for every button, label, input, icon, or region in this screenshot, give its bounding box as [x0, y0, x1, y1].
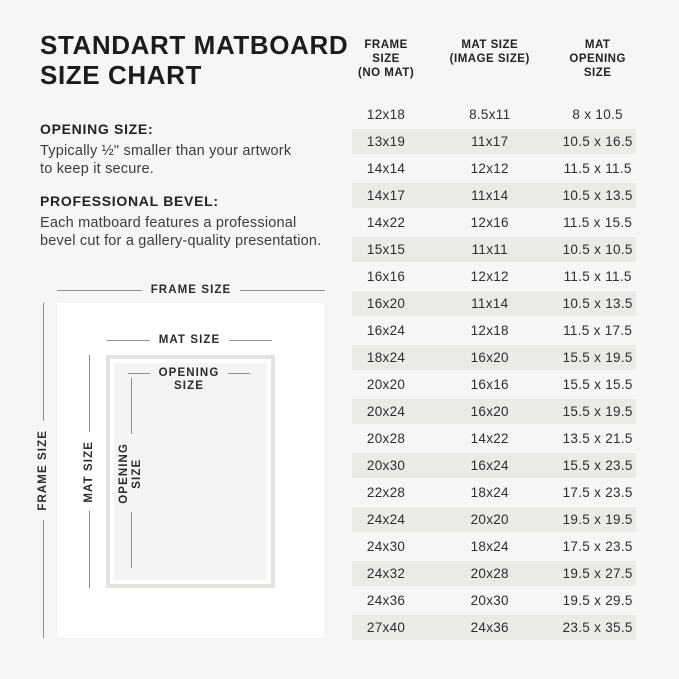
table-cell: 11.5 x 11.5	[563, 161, 632, 176]
table-cell: 16x24	[470, 458, 509, 473]
dimension-line	[228, 373, 250, 374]
dimension-line	[89, 511, 90, 588]
header-line: FRAME SIZE	[364, 39, 408, 65]
table-row	[352, 588, 636, 613]
table-row	[352, 480, 636, 505]
size-table-header	[352, 30, 636, 80]
table-row	[352, 102, 636, 127]
size-table	[352, 30, 636, 642]
dimension-line	[107, 340, 150, 341]
table-cell: 24x24	[366, 512, 406, 527]
table-row	[352, 399, 636, 424]
table-cell: 16x20	[366, 296, 406, 311]
table-cell: 27x40	[366, 620, 406, 635]
table-cell: 24x36	[470, 620, 509, 635]
table-cell: 12x16	[470, 215, 509, 230]
table-cell: 17.5 x 23.5	[562, 485, 633, 500]
table-row	[352, 372, 636, 397]
table-cell: 18x24	[470, 539, 509, 554]
mat-size-label: MAT SIZE	[158, 334, 221, 346]
table-cell: 11x14	[471, 188, 509, 203]
table-cell: 10.5 x 16.5	[562, 134, 633, 149]
opening-size-horizontal-dimension	[128, 367, 250, 393]
professional-bevel-text-line2: bevel cut for a gallery-quality presentation.	[40, 233, 322, 249]
column-header-mat-size	[420, 38, 559, 80]
page-title-line2: SIZE CHART	[40, 60, 202, 91]
dimension-line	[89, 355, 90, 432]
table-cell: 16x20	[470, 350, 509, 365]
table-cell: 20x30	[366, 458, 406, 473]
table-cell: 11.5 x 11.5	[563, 269, 632, 284]
table-cell: 11x17	[471, 134, 509, 149]
table-cell: 13x19	[366, 134, 406, 149]
table-cell: 19.5 x 19.5	[562, 512, 633, 527]
table-cell: 20x28	[470, 566, 509, 581]
table-cell: 15.5 x 23.5	[562, 458, 633, 473]
table-cell: 19.5 x 29.5	[562, 593, 633, 608]
table-row	[352, 507, 636, 532]
table-cell: 10.5 x 10.5	[562, 242, 633, 257]
mat-size-vertical-dimension	[83, 355, 96, 588]
table-cell: 18x24	[470, 485, 509, 500]
header-line: MAT SIZE	[461, 39, 519, 51]
table-cell: 18x24	[366, 350, 406, 365]
table-cell: 16x16	[366, 269, 406, 284]
frame-size-label: FRAME SIZE	[150, 284, 232, 296]
table-row	[352, 156, 636, 181]
table-row	[352, 453, 636, 478]
table-cell: 12x12	[470, 269, 509, 284]
header-line: SIZE	[583, 67, 612, 79]
frame-size-vertical-dimension	[36, 303, 50, 638]
page-title-line1: STANDART MATBOARD	[40, 30, 349, 60]
table-cell: 20x20	[366, 377, 406, 392]
dimension-line	[240, 290, 325, 291]
table-cell: 16x20	[470, 404, 509, 419]
opening-size-label-vertical-line2: SIZE	[131, 458, 143, 488]
table-cell: 14x17	[366, 188, 406, 203]
page-title	[40, 30, 350, 90]
frame-size-horizontal-dimension	[57, 284, 325, 297]
table-cell: 10.5 x 13.5	[562, 296, 633, 311]
table-cell: 20x28	[366, 431, 406, 446]
table-cell: 20x20	[470, 512, 509, 527]
table-cell: 15x15	[366, 242, 406, 257]
opening-size-section	[40, 121, 358, 178]
table-cell: 12x18	[366, 107, 406, 122]
dimension-line	[57, 290, 142, 291]
table-cell: 8.5x11	[469, 107, 511, 122]
table-cell: 22x28	[366, 485, 406, 500]
opening-size-vertical-dimension	[117, 378, 145, 568]
dimension-line	[43, 303, 44, 421]
table-cell: 20x30	[470, 593, 509, 608]
mat-size-horizontal-dimension	[107, 334, 272, 347]
column-header-frame-size	[352, 38, 420, 80]
table-cell: 11x11	[471, 242, 508, 257]
opening-size-heading: OPENING SIZE:	[40, 121, 154, 137]
table-cell: 10.5 x 13.5	[562, 188, 633, 203]
size-table-rows	[352, 102, 636, 640]
table-cell: 19.5 x 27.5	[562, 566, 633, 581]
table-row	[352, 534, 636, 559]
table-row	[352, 426, 636, 451]
table-cell: 24x36	[366, 593, 406, 608]
opening-size-label	[159, 367, 220, 393]
table-cell: 8 x 10.5	[572, 107, 623, 122]
table-cell: 11.5 x 17.5	[563, 323, 633, 338]
dimension-line	[131, 512, 132, 568]
table-cell: 13.5 x 21.5	[562, 431, 633, 446]
table-cell: 14x14	[366, 161, 406, 176]
table-cell: 17.5 x 23.5	[562, 539, 633, 554]
opening-size-text-line2: to keep it secure.	[40, 161, 155, 177]
dimension-line	[128, 373, 150, 374]
frame-size-label-vertical: FRAME SIZE	[36, 430, 49, 511]
dimension-line	[229, 340, 272, 341]
header-line: (IMAGE SIZE)	[449, 53, 530, 65]
table-cell: 15.5 x 19.5	[562, 404, 633, 419]
table-cell: 15.5 x 19.5	[562, 350, 633, 365]
dimension-line	[131, 378, 132, 434]
header-line: MAT OPENING	[569, 39, 626, 65]
table-cell: 14x22	[366, 215, 406, 230]
table-cell: 23.5 x 35.5	[562, 620, 633, 635]
table-cell: 16x16	[470, 377, 509, 392]
opening-size-text-line1: Typically ½" smaller than your artwork	[40, 143, 292, 159]
dimension-line	[43, 520, 44, 638]
table-row	[352, 318, 636, 343]
table-cell: 24x32	[366, 566, 406, 581]
table-cell: 12x12	[470, 161, 509, 176]
table-row	[352, 291, 636, 316]
professional-bevel-text-line1: Each matboard features a professional	[40, 215, 297, 231]
table-cell: 11x14	[471, 296, 509, 311]
opening-size-label-line1: OPENING	[158, 367, 220, 379]
table-row	[352, 129, 636, 154]
table-row	[352, 183, 636, 208]
opening-size-label-vertical	[118, 443, 144, 504]
table-row	[352, 210, 636, 235]
mat-size-label-vertical: MAT SIZE	[83, 440, 95, 503]
table-row	[352, 264, 636, 289]
header-line: (NO MAT)	[357, 67, 415, 79]
opening-size-label-line2: SIZE	[174, 380, 204, 392]
table-cell: 16x24	[366, 323, 406, 338]
table-cell: 24x30	[366, 539, 406, 554]
table-cell: 20x24	[366, 404, 406, 419]
table-cell: 15.5 x 15.5	[562, 377, 633, 392]
professional-bevel-heading: PROFESSIONAL BEVEL:	[40, 193, 219, 209]
table-cell: 11.5 x 15.5	[563, 215, 633, 230]
table-cell: 12x18	[470, 323, 509, 338]
column-header-mat-opening-size	[559, 38, 636, 80]
professional-bevel-section	[40, 193, 358, 250]
table-row	[352, 615, 636, 640]
table-row	[352, 561, 636, 586]
opening-size-label-vertical-line1: OPENING	[118, 442, 130, 504]
table-row	[352, 237, 636, 262]
table-row	[352, 345, 636, 370]
table-cell: 14x22	[470, 431, 509, 446]
